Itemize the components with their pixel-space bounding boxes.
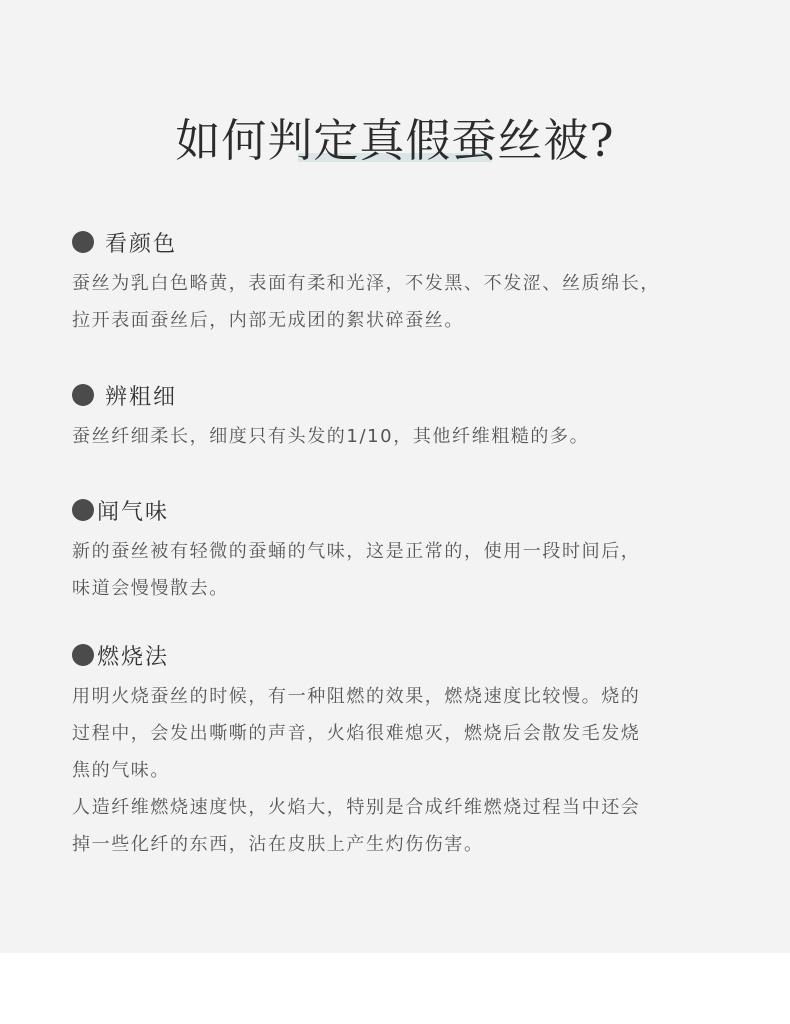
- section-body: [72, 418, 722, 455]
- section-color: [72, 225, 722, 339]
- section-header: [72, 638, 722, 672]
- body-line: 过程中，会发出嘶嘶的声音，火焰很难熄灭，燃烧后会散发毛发烧: [72, 723, 641, 744]
- body-line: 焦的气味。: [72, 760, 170, 781]
- bullet-dot-icon: [72, 384, 94, 406]
- page-title: 如何判定真假蚕丝被?: [175, 114, 615, 167]
- section-heading: 辨粗细: [105, 384, 178, 410]
- section-body: [72, 678, 722, 863]
- section-thickness: [72, 378, 722, 455]
- section-burning: [72, 638, 722, 863]
- body-line: 蚕丝为乳白色略黄，表面有柔和光泽，不发黑、不发涩、丝质绵长，: [72, 273, 660, 294]
- bullet-dot-icon: [72, 231, 94, 253]
- section-header: [72, 378, 722, 412]
- bullet-dot-icon: [72, 644, 94, 666]
- body-line: 拉开表面蚕丝后，内部无成团的絮状碎蚕丝。: [72, 310, 464, 331]
- section-header: [72, 225, 722, 259]
- body-line: 蚕丝纤细柔长，细度只有头发的1/10，其他纤维粗糙的多。: [72, 426, 590, 447]
- section-heading: 闻气味: [97, 499, 170, 525]
- body-line: 新的蚕丝被有轻微的蚕蛹的气味，这是正常的，使用一段时间后，: [72, 541, 641, 562]
- section-body: [72, 533, 722, 607]
- body-line: 味道会慢慢散去。: [72, 578, 229, 599]
- bullet-dot-icon: [72, 499, 94, 521]
- section-body: [72, 265, 722, 339]
- section-heading: 看颜色: [105, 231, 178, 257]
- body-line: 用明火烧蚕丝的时候，有一种阻燃的效果，燃烧速度比较慢。烧的: [72, 686, 641, 707]
- body-line: 掉一些化纤的东西，沾在皮肤上产生灼伤伤害。: [72, 834, 484, 855]
- section-smell: [72, 493, 722, 607]
- title-container: [0, 110, 790, 172]
- section-heading: 燃烧法: [97, 644, 170, 670]
- section-header: [72, 493, 722, 527]
- body-line: 人造纤维燃烧速度快，火焰大，特别是合成纤维燃烧过程当中还会: [72, 797, 641, 818]
